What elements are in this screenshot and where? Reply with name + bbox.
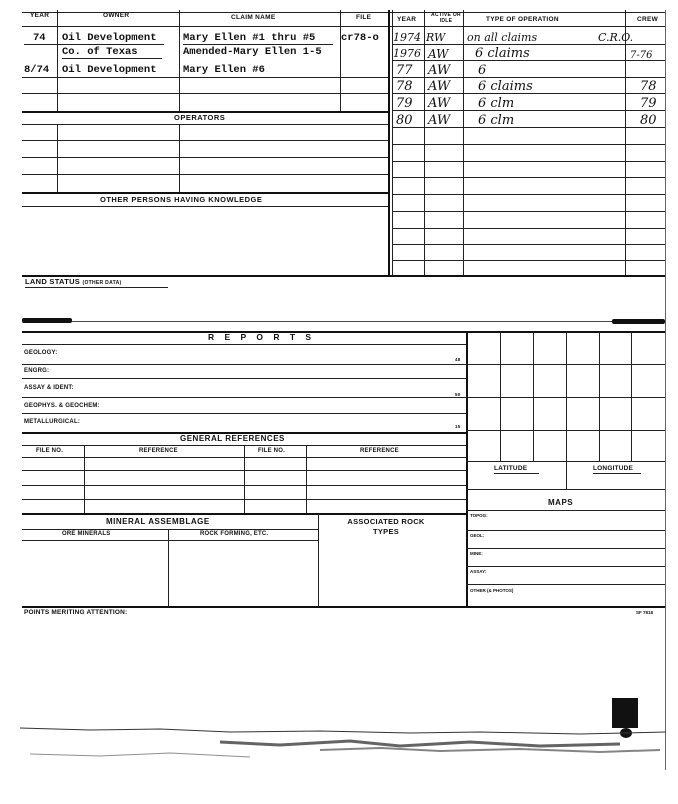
activity-6-operation: 6 clm — [478, 113, 515, 128]
row-rule — [392, 260, 665, 261]
row-rule — [392, 144, 665, 145]
land-status-label: LAND STATUS (OTHER DATA) — [25, 277, 122, 286]
header-year: YEAR — [30, 12, 50, 19]
points-label: POINTS MERITING ATTENTION: — [24, 609, 128, 616]
ink-mark — [22, 318, 72, 323]
row-rule — [22, 77, 388, 78]
row-rule — [22, 157, 388, 158]
row-rule — [392, 161, 665, 162]
band-rule — [72, 321, 632, 322]
scan-noise — [20, 720, 666, 780]
operators-label: OPERATORS — [174, 113, 226, 122]
col-rule — [84, 445, 85, 513]
report-geophys: GEOPHYS. & GEOCHEM: — [24, 403, 100, 409]
activity-6-year: 80 — [396, 113, 413, 128]
reports-rule — [22, 364, 466, 365]
report-assay-num: 50 — [455, 392, 461, 397]
col-rule — [244, 445, 245, 513]
report-metallurgical-num: 15 — [455, 424, 461, 429]
row-rule — [392, 228, 665, 229]
owner-row-3-year: 8/74 — [24, 64, 50, 76]
mineral-col-rock: ROCK FORMING, ETC. — [200, 531, 269, 537]
ink-mark — [612, 319, 665, 324]
header-owner: OWNER — [103, 12, 130, 19]
points-rule — [22, 606, 665, 608]
activity-5-crew: 79 — [640, 96, 657, 111]
maps-rule — [466, 548, 665, 549]
row-rule — [392, 194, 665, 195]
col-rule — [566, 461, 567, 489]
col-rule — [168, 529, 169, 606]
activity-2-year: 1976 — [393, 47, 421, 60]
activity-5-year: 79 — [396, 96, 413, 111]
right-edge — [665, 10, 666, 770]
activity-2-crew: 7-76 — [630, 50, 653, 61]
grid-col — [533, 331, 534, 461]
other-persons-rule — [22, 206, 388, 207]
activity-3-status: AW — [428, 63, 451, 78]
col-rule — [57, 10, 58, 26]
activity-6-crew: 80 — [640, 113, 657, 128]
col-rule — [463, 10, 464, 276]
maps-rule — [466, 566, 665, 567]
maps-assay: ASSAY: — [470, 569, 487, 574]
row-rule — [22, 140, 388, 141]
maps-rule — [466, 584, 665, 585]
latitude-underline — [494, 473, 539, 474]
maps-rule — [466, 530, 665, 531]
col-rule — [306, 445, 307, 513]
grid-col — [500, 331, 501, 461]
row-rule — [392, 244, 665, 245]
other-persons-label: OTHER PERSONS HAVING KNOWLEDGE — [100, 195, 263, 204]
reports-top-rule — [22, 331, 665, 333]
col-rule — [179, 124, 180, 192]
owner-row-1-file: cr78-o — [341, 32, 379, 44]
typed-underline — [62, 58, 162, 59]
report-geology: GEOLOGY: — [24, 350, 58, 356]
report-metallurgical: METALLURGICAL: — [24, 419, 81, 425]
activity-4-crew: 78 — [640, 79, 657, 94]
header-file: FILE — [356, 14, 372, 21]
mineral-rule — [22, 540, 318, 541]
grid-row — [466, 397, 665, 398]
activity-5-status: AW — [428, 96, 451, 111]
report-engrg: ENGRG: — [24, 368, 50, 374]
activity-1-status: RW — [426, 31, 446, 44]
header-type-of-operation: TYPE OF OPERATION — [486, 16, 559, 23]
activity-3-year: 77 — [396, 63, 413, 78]
owner-row-3-owner: Oil Development — [62, 64, 157, 76]
typed-underline — [183, 44, 333, 45]
form-number: SF 7818 — [636, 610, 654, 615]
other-persons-rule — [22, 192, 388, 194]
activity-6-status: AW — [428, 113, 451, 128]
activity-1-operation: on all claims — [467, 31, 538, 44]
general-references-title: GENERAL REFERENCES — [180, 434, 285, 443]
maps-mine: MINE: — [470, 551, 483, 556]
mineral-rule — [22, 529, 318, 530]
maps-topog: TOPOG: — [470, 513, 488, 518]
row-rule — [392, 211, 665, 212]
col-rule-heavy — [388, 10, 390, 276]
maps-other: OTHER (& PHOTOS) — [470, 588, 514, 593]
ref-col-file-1: FILE NO. — [36, 448, 63, 454]
activity-2-operation: 6 claims — [475, 46, 530, 61]
activity-4-status: AW — [428, 79, 451, 94]
mineral-assemblage-title: MINERAL ASSEMBLAGE — [106, 517, 210, 526]
typed-underline — [24, 44, 164, 45]
owner-row-3-claim: Mary Ellen #6 — [183, 64, 265, 76]
land-status-underline — [25, 287, 168, 288]
owner-row-1-claim: Mary Ellen #1 thru #5 — [183, 32, 316, 44]
maps-rule — [466, 510, 665, 511]
grid-row — [466, 430, 665, 431]
activity-2-status: AW — [428, 47, 449, 61]
mineral-rule — [22, 513, 466, 515]
row-rule — [392, 177, 665, 178]
ref-col-file-2: FILE NO. — [258, 448, 285, 454]
activity-5-operation: 6 clm — [478, 96, 515, 111]
reports-rule — [22, 344, 466, 345]
longitude-underline — [593, 473, 641, 474]
maps-geol: GEOL: — [470, 533, 485, 538]
col-rule — [625, 10, 626, 276]
ref-col-reference-2: REFERENCE — [360, 448, 399, 454]
col-rule — [424, 10, 425, 276]
latitude-label: LATITUDE — [494, 465, 528, 472]
header-claim-name: CLAIM NAME — [231, 14, 276, 21]
activity-4-year: 78 — [396, 79, 413, 94]
row-rule — [22, 174, 388, 175]
row-rule — [22, 93, 388, 94]
col-rule — [57, 26, 58, 111]
header-year-2: YEAR — [397, 16, 417, 23]
header-active-or-idle: ACTIVE OR IDLE — [431, 12, 461, 24]
grid-col — [631, 331, 632, 461]
associated-rock-types-title: ASSOCIATED ROCK TYPES — [347, 517, 425, 536]
owner-row-1-year: 74 — [33, 32, 46, 44]
grid-col — [599, 331, 600, 461]
activity-3-operation: 6 — [478, 63, 487, 78]
right-panel-divider — [466, 331, 468, 606]
report-geology-num: 48 — [455, 357, 461, 362]
activity-4-operation: 6 claims — [478, 79, 533, 94]
owner-row-1-owner: Oil Development — [62, 32, 157, 44]
reports-rule — [22, 378, 466, 379]
report-assay: ASSAY & IDENT: — [24, 385, 74, 391]
row-rule — [392, 44, 665, 45]
col-rule — [340, 10, 341, 111]
owner-row-2-claim: Amended-Mary Ellen 1-5 — [183, 46, 322, 58]
activity-1-year: 1974 — [393, 31, 421, 44]
owner-row-2-owner: Co. of Texas — [62, 46, 138, 58]
mineral-col-ore: ORE MINERALS — [62, 531, 111, 537]
header-bottom-rule — [22, 26, 665, 27]
grid-row — [466, 489, 665, 490]
reports-rule — [22, 413, 466, 414]
grid-col — [566, 331, 567, 461]
maps-title: MAPS — [548, 498, 574, 507]
activity-1-crew: C.R.O. — [598, 31, 634, 44]
header-crew: CREW — [637, 16, 659, 23]
longitude-label: LONGITUDE — [593, 465, 634, 472]
ref-col-reference-1: REFERENCE — [139, 448, 178, 454]
grid-row — [466, 364, 665, 365]
reports-rule — [22, 397, 466, 398]
col-rule — [318, 513, 319, 606]
reports-title: R E P O R T S — [208, 332, 316, 342]
col-rule — [179, 10, 180, 111]
operators-rule — [22, 124, 388, 125]
col-rule — [57, 124, 58, 192]
